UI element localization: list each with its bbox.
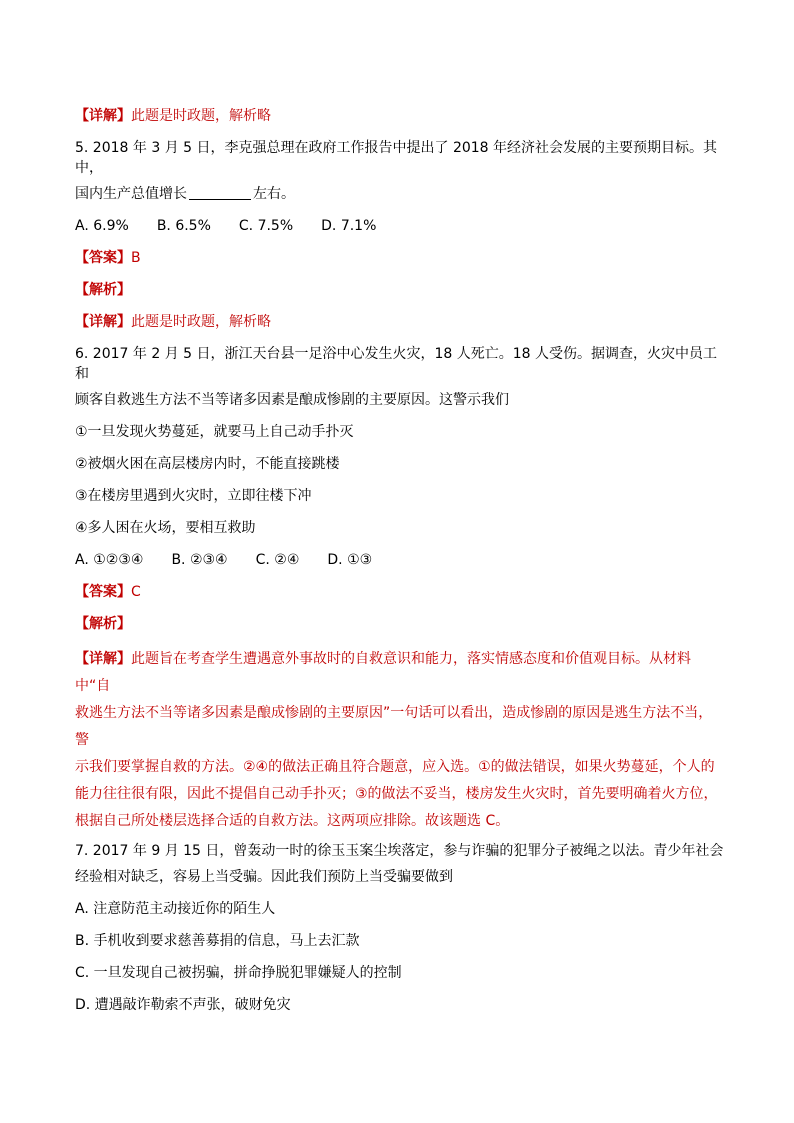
detail-text: 此题是时政题，解析略 xyxy=(131,314,271,330)
question-6 xyxy=(75,344,725,835)
question-stem: 6. 2017 年 2 月 5 日，浙江天台县一足浴中心发生火灾，18 人死亡。18 人受伤。据调查，火灾中员工和 xyxy=(75,346,718,382)
option-a: A. 6.9% xyxy=(75,218,129,234)
detail-text: 此题是时政题，解析略 xyxy=(131,108,271,124)
answer-tag: 【答案】 xyxy=(75,584,131,600)
answer-line xyxy=(75,582,725,602)
detail-line xyxy=(75,106,725,126)
options-row xyxy=(75,550,725,570)
answer-value: C xyxy=(131,584,141,600)
question-stem: 7. 2017 年 9 月 15 日，曾轰动一时的徐玉玉案尘埃落定，参与诈骗的犯罪分子被绳之以法。青少年社会 xyxy=(75,843,724,859)
option-a: A. ①②③④ xyxy=(75,552,144,568)
question-stem-continued: 经验相对缺乏，容易上当受骗。因此我们预防上当受骗要做到 xyxy=(75,869,453,885)
stem-text: 国内生产总值增长 xyxy=(75,186,187,202)
option-c: C. 7.5% xyxy=(238,218,294,234)
question-7 xyxy=(75,841,725,1015)
question-stem: 5. 2018 年 3 月 5 日，李克强总理在政府工作报告中提出了 2018 年经济社会发展的主要预期目标。其中， xyxy=(75,140,718,176)
options-row xyxy=(75,216,725,236)
analysis-tag: 【解析】 xyxy=(75,282,131,298)
option-d: D. 7.1% xyxy=(321,218,377,234)
option-d: D. 遭遇敲诈勒索不声张，破财免灾 xyxy=(75,997,291,1013)
option-c: C. ②④ xyxy=(255,552,300,568)
question-5 xyxy=(75,138,725,332)
question-stem-continued xyxy=(75,184,725,204)
option-a: A. 注意防范主动接近你的陌生人 xyxy=(75,901,276,917)
analysis-tag: 【解析】 xyxy=(75,616,131,632)
statement-item-4: ④多人困在火场，要相互救助 xyxy=(75,520,256,536)
stem-text: 左右。 xyxy=(253,186,295,202)
statement-item-1: ①一旦发现火势蔓延，就要马上自己动手扑灭 xyxy=(75,424,354,440)
question-stem-continued: 顾客自救逃生方法不当等诸多因素是酿成惨剧的主要原因。这警示我们 xyxy=(75,392,509,408)
detail-text: 此题旨在考查学生遭遇意外事故时的自救意识和能力，落实情感态度和价值观目标。从材料中“自 xyxy=(75,651,691,694)
option-c: C. 一旦发现自己被拐骗，拼命挣脱犯罪嫌疑人的控制 xyxy=(75,965,402,981)
detail-line-4: 能力往往很有限，因此不提倡自己动手扑灭；③的做法不妥当，楼房发生火灾时，首先要明确着火方位， xyxy=(75,786,718,802)
detail-tag: 【详解】 xyxy=(75,108,131,124)
detail-tag: 【详解】 xyxy=(75,314,131,330)
option-b: B. ②③④ xyxy=(171,552,228,568)
option-d: D. ①③ xyxy=(327,552,373,568)
detail-line-3: 示我们要掌握自救的方法。②④的做法正确且符合题意，应入选。①的做法错误，如果火势蔓延，个人的 xyxy=(75,759,715,775)
detail-line-5: 根据自己所处楼层选择合适的自救方法。这两项应排除。故该题选 C。 xyxy=(75,813,510,829)
detail-paragraph xyxy=(75,646,725,835)
detail-line-2: 救逃生方法不当等诸多因素是酿成惨剧的主要原因”一句话可以看出，造成惨剧的原因是逃生方法不当，警 xyxy=(75,705,713,748)
detail-line xyxy=(75,312,725,332)
document-page xyxy=(75,100,725,1027)
answer-tag: 【答案】 xyxy=(75,250,131,266)
answer-line xyxy=(75,248,725,268)
detail-line-1 xyxy=(75,646,725,700)
answer-blank xyxy=(189,185,251,200)
option-b: B. 6.5% xyxy=(156,218,211,234)
statement-item-2: ②被烟火困在高层楼房内时，不能直接跳楼 xyxy=(75,456,340,472)
statement-item-3: ③在楼房里遇到火灾时，立即往楼下冲 xyxy=(75,488,312,504)
answer-value: B xyxy=(131,250,141,266)
detail-tag: 【详解】 xyxy=(75,651,131,667)
option-b: B. 手机收到要求慈善募捐的信息，马上去汇款 xyxy=(75,933,360,949)
analysis-line xyxy=(75,614,725,634)
analysis-line xyxy=(75,280,725,300)
